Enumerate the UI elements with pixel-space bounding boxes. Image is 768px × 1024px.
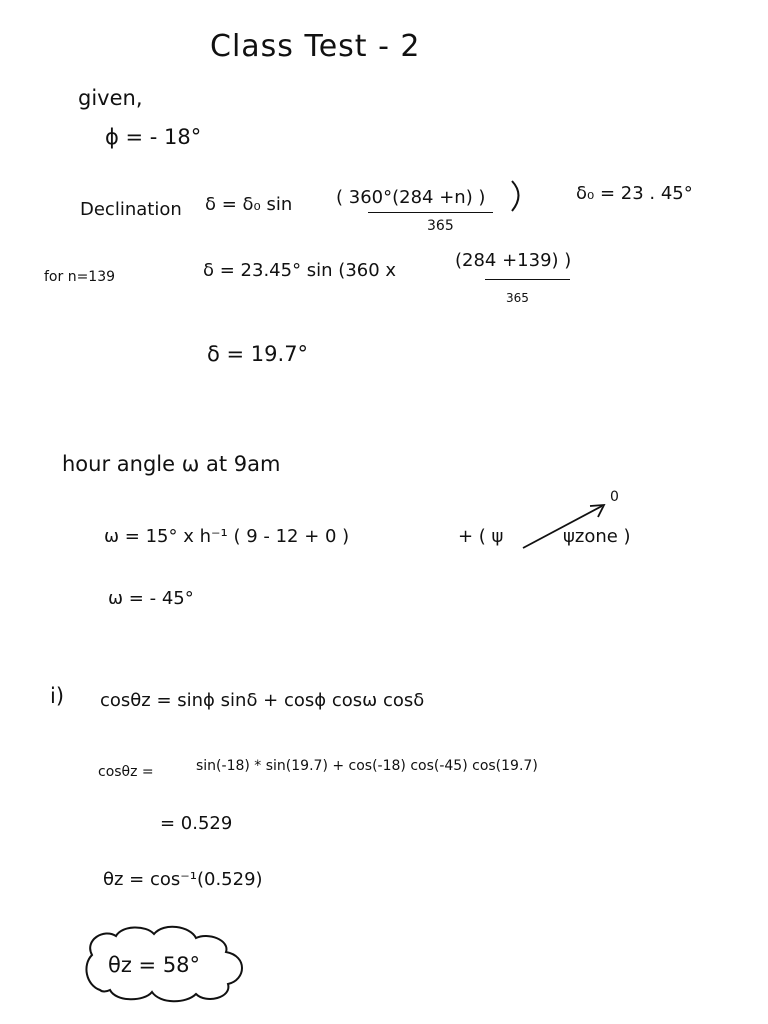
given-label: given, [78, 86, 143, 110]
for-n-label: for n=139 [44, 269, 116, 285]
hour-angle-result: ω = - 45° [108, 588, 194, 609]
for-n-formula-denominator: 365 [506, 291, 529, 305]
hour-angle-correction-open: + ( ψ [458, 526, 504, 547]
bracket-stroke [512, 181, 519, 211]
strike-arrow [523, 506, 602, 548]
hour-angle-heading: hour angle ω at 9am [62, 452, 281, 476]
hour-angle-correction-zone: ψzone ) [563, 526, 631, 547]
zenith-substitution-lhs: cosθz = [98, 764, 154, 780]
page-title: Class Test - 2 [210, 29, 421, 64]
declination-formula-numerator: ( 360°(284 +n) ) [336, 187, 486, 208]
zenith-substitution-rhs: sin(-18) * sin(19.7) + cos(-18) cos(-45) cos(19.7) [196, 758, 538, 774]
given-phi: ϕ = - 18° [105, 125, 202, 149]
declination-formula-lhs: δ = δ₀ sin [205, 194, 293, 215]
for-n-formula-numerator: (284 +139) ) [455, 250, 572, 271]
declination-result: δ = 19.7° [207, 342, 309, 366]
answer-cloud [86, 927, 242, 1002]
for-n-formula-lhs: δ = 23.45° sin (360 x [203, 260, 397, 281]
zenith-angle-answer: θz = 58° [108, 953, 201, 977]
zenith-cos-value: = 0.529 [160, 813, 233, 834]
zenith-inverse: θz = cos⁻¹(0.529) [103, 869, 263, 890]
part-i-label: i) [50, 684, 65, 708]
delta0-value: δ₀ = 23 . 45° [576, 183, 693, 204]
declination-label: Declination [80, 199, 182, 220]
zenith-formula: cosθz = sinϕ sinδ + cosϕ cosω cosδ [100, 690, 425, 711]
declination-formula-denominator: 365 [427, 218, 454, 234]
hour-angle-correction-zero: 0 [610, 489, 619, 505]
hour-angle-formula: ω = 15° x h⁻¹ ( 9 - 12 + 0 ) [104, 526, 350, 547]
